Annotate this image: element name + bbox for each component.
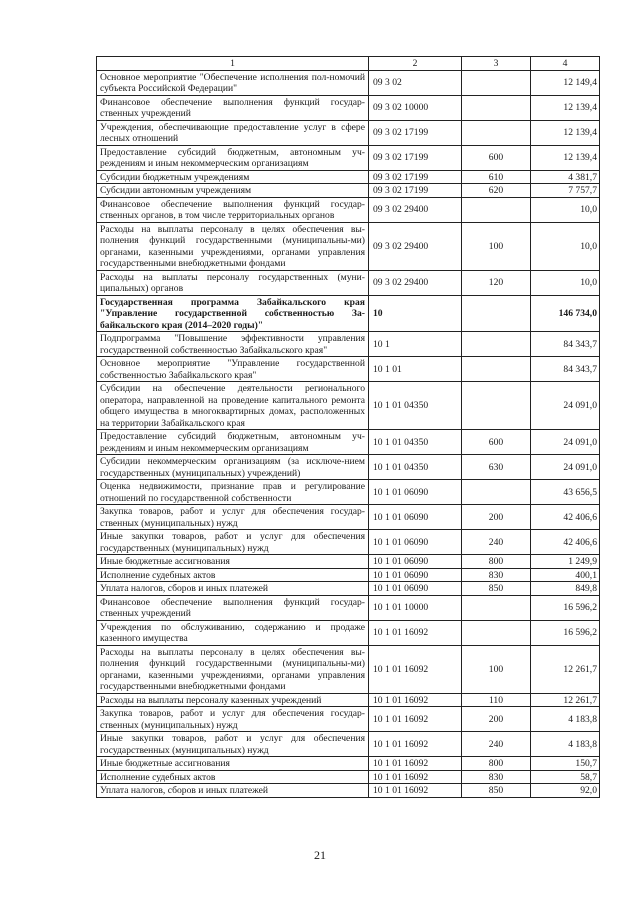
row-code: 10 1 01 04350	[369, 382, 462, 430]
row-amount: 10,0	[531, 197, 600, 222]
row-expense-type	[462, 620, 531, 645]
row-expense-type: 800	[462, 757, 531, 771]
row-code: 09 3 02 29400	[369, 222, 462, 270]
row-expense-type: 100	[462, 222, 531, 270]
row-name: Исполнение судебных актов	[97, 770, 369, 784]
row-code: 09 3 02	[369, 70, 462, 95]
table-row	[97, 568, 600, 582]
column-number-4: 4	[531, 57, 600, 71]
row-expense-type	[462, 295, 531, 332]
row-amount: 24 091,0	[531, 430, 600, 455]
row-code: 10 1 01 16092	[369, 770, 462, 784]
row-code: 10 1 01 06090	[369, 505, 462, 530]
row-code: 10 1 01 04350	[369, 455, 462, 480]
table-row	[97, 222, 600, 270]
table-row	[97, 732, 600, 757]
row-expense-type: 200	[462, 707, 531, 732]
row-name: Финансовое обеспечение выполнения функций государ-ственных учреждений	[97, 595, 369, 620]
row-code: 10	[369, 295, 462, 332]
row-amount: 4 183,8	[531, 732, 600, 757]
table-row	[97, 582, 600, 596]
budget-table-body	[97, 57, 600, 798]
row-name: Финансовое обеспечение выполнения функций государ-ственных учреждений	[97, 95, 369, 120]
row-code: 10 1 01 16092	[369, 757, 462, 771]
row-amount: 12 261,7	[531, 645, 600, 693]
row-code: 10 1 01 16092	[369, 732, 462, 757]
table-row	[97, 70, 600, 95]
row-code: 09 3 02 17199	[369, 145, 462, 170]
row-expense-type	[462, 332, 531, 357]
row-name: Расходы на выплаты персоналу в целях обеспечения вы-полнения функций государственными (муниципальны-ми) органами, казенными учреждениями, органами управления государственными внебюджетными фондами	[97, 222, 369, 270]
table-row	[97, 197, 600, 222]
row-expense-type: 830	[462, 568, 531, 582]
row-expense-type: 600	[462, 430, 531, 455]
row-amount: 1 249,9	[531, 555, 600, 569]
row-amount: 146 734,0	[531, 295, 600, 332]
row-name: Расходы на выплаты персоналу в целях обеспечения вы-полнения функций государственными (муниципальны-ми) органами, казенными учреждениями, органами управления государственными внебюджетными фондами	[97, 645, 369, 693]
table-row	[97, 430, 600, 455]
table-row	[97, 693, 600, 707]
row-name: Иные закупки товаров, работ и услуг для обеспечения государственных (муниципальных) нужд	[97, 530, 369, 555]
table-row	[97, 170, 600, 184]
row-expense-type	[462, 95, 531, 120]
table-row	[97, 95, 600, 120]
row-name: Субсидии бюджетным учреждениям	[97, 170, 369, 184]
row-amount: 42 406,6	[531, 530, 600, 555]
table-row	[97, 455, 600, 480]
row-code: 10 1 01 16092	[369, 707, 462, 732]
row-expense-type	[462, 382, 531, 430]
row-name: Субсидии на обеспечение деятельности регионального оператора, направленной на проведение капитального ремонта общего имущества в многоквартирных домах, расположенных на территории Забайкальского края	[97, 382, 369, 430]
row-name: Закупка товаров, работ и услуг для обеспечения государ-ственных (муниципальных) нужд	[97, 707, 369, 732]
row-code: 10 1 01 04350	[369, 430, 462, 455]
row-name: Уплата налогов, сборов и иных платежей	[97, 784, 369, 798]
row-expense-type	[462, 70, 531, 95]
row-code: 10 1 01 06090	[369, 582, 462, 596]
row-amount: 24 091,0	[531, 455, 600, 480]
row-name: Субсидии некоммерческим организациям (за исключе-нием государственных (муниципальных) учреждений)	[97, 455, 369, 480]
row-name: Субсидии автономным учреждениям	[97, 184, 369, 198]
row-expense-type: 120	[462, 270, 531, 295]
row-amount: 849,8	[531, 582, 600, 596]
row-expense-type: 850	[462, 582, 531, 596]
row-code: 10 1 01 16092	[369, 784, 462, 798]
row-expense-type: 800	[462, 555, 531, 569]
row-amount: 12 139,4	[531, 120, 600, 145]
row-expense-type	[462, 480, 531, 505]
row-name: Основное мероприятие "Обеспечение исполнения пол-номочий субъекта Российской Федерации"	[97, 70, 369, 95]
page-number: 21	[314, 848, 326, 862]
row-code: 10 1 01 06090	[369, 480, 462, 505]
row-code: 10 1 01 16092	[369, 693, 462, 707]
row-amount: 12 261,7	[531, 693, 600, 707]
row-name: Подпрограмма "Повышение эффективности управления государственной собственностью Забайкальского края"	[97, 332, 369, 357]
row-name: Расходы на выплаты персоналу государственных (муни-ципальных) органов	[97, 270, 369, 295]
row-amount: 16 596,2	[531, 620, 600, 645]
row-expense-type	[462, 197, 531, 222]
row-code: 10 1 01 16092	[369, 620, 462, 645]
row-code: 09 3 02 10000	[369, 95, 462, 120]
row-code: 10 1 01 16092	[369, 645, 462, 693]
row-name: Иные закупки товаров, работ и услуг для обеспечения государственных (муниципальных) нужд	[97, 732, 369, 757]
table-row	[97, 120, 600, 145]
row-name: Уплата налогов, сборов и иных платежей	[97, 582, 369, 596]
row-code: 09 3 02 29400	[369, 197, 462, 222]
row-name: Расходы на выплаты персоналу казенных учреждений	[97, 693, 369, 707]
column-number-3: 3	[462, 57, 531, 71]
row-code: 10 1 01	[369, 357, 462, 382]
row-expense-type: 830	[462, 770, 531, 784]
row-expense-type: 110	[462, 693, 531, 707]
table-row	[97, 382, 600, 430]
row-code: 09 3 02 17199	[369, 120, 462, 145]
row-name: Учреждения, обеспечивающие предоставление услуг в сфере лесных отношений	[97, 120, 369, 145]
row-code: 10 1 01 10000	[369, 595, 462, 620]
row-amount: 150,7	[531, 757, 600, 771]
row-code: 10 1 01 06090	[369, 568, 462, 582]
table-row	[97, 270, 600, 295]
row-amount: 400,1	[531, 568, 600, 582]
row-amount: 92,0	[531, 784, 600, 798]
row-code: 10 1	[369, 332, 462, 357]
table-row	[97, 645, 600, 693]
table-row	[97, 555, 600, 569]
row-amount: 4 183,8	[531, 707, 600, 732]
column-number-2: 2	[369, 57, 462, 71]
row-name: Исполнение судебных актов	[97, 568, 369, 582]
budget-table	[96, 56, 600, 798]
row-code: 10 1 01 06090	[369, 530, 462, 555]
row-amount: 12 149,4	[531, 70, 600, 95]
table-row	[97, 357, 600, 382]
table-row	[97, 620, 600, 645]
table-row	[97, 530, 600, 555]
row-code: 09 3 02 17199	[369, 184, 462, 198]
table-row	[97, 770, 600, 784]
table-row	[97, 595, 600, 620]
row-expense-type	[462, 120, 531, 145]
row-expense-type: 630	[462, 455, 531, 480]
row-amount: 10,0	[531, 270, 600, 295]
row-expense-type: 100	[462, 645, 531, 693]
row-expense-type: 850	[462, 784, 531, 798]
table-row	[97, 480, 600, 505]
table-row	[97, 757, 600, 771]
row-amount: 84 343,7	[531, 357, 600, 382]
row-name: Учреждения по обслуживанию, содержанию и продаже казенного имущества	[97, 620, 369, 645]
row-expense-type: 240	[462, 732, 531, 757]
row-name: Основное мероприятие "Управление государственной собственностью Забайкальского края"	[97, 357, 369, 382]
column-number-row	[97, 57, 600, 71]
table-row	[97, 332, 600, 357]
row-amount: 58,7	[531, 770, 600, 784]
row-expense-type: 200	[462, 505, 531, 530]
row-name: Государственная программа Забайкальского края "Управление государственной собственностью За-байкальского края (2014–2020 годы)"	[97, 295, 369, 332]
row-amount: 12 139,4	[531, 145, 600, 170]
row-code: 09 3 02 29400	[369, 270, 462, 295]
row-expense-type: 240	[462, 530, 531, 555]
table-row	[97, 184, 600, 198]
row-amount: 12 139,4	[531, 95, 600, 120]
row-expense-type	[462, 357, 531, 382]
row-amount: 10,0	[531, 222, 600, 270]
column-number-1: 1	[97, 57, 369, 71]
row-expense-type: 620	[462, 184, 531, 198]
table-row	[97, 505, 600, 530]
row-expense-type: 610	[462, 170, 531, 184]
row-code: 10 1 01 06090	[369, 555, 462, 569]
row-name: Иные бюджетные ассигнования	[97, 555, 369, 569]
row-amount: 42 406,6	[531, 505, 600, 530]
row-name: Иные бюджетные ассигнования	[97, 757, 369, 771]
row-amount: 7 757,7	[531, 184, 600, 198]
row-code: 09 3 02 17199	[369, 170, 462, 184]
table-row	[97, 145, 600, 170]
row-amount: 4 381,7	[531, 170, 600, 184]
row-name: Предоставление субсидий бюджетным, автономным уч-реждениям и иным некоммерческим организациям	[97, 145, 369, 170]
row-expense-type	[462, 595, 531, 620]
row-name: Закупка товаров, работ и услуг для обеспечения государ-ственных (муниципальных) нужд	[97, 505, 369, 530]
table-row	[97, 295, 600, 332]
table-row	[97, 707, 600, 732]
row-name: Финансовое обеспечение выполнения функций государ-ственных органов, в том числе территориальных органов	[97, 197, 369, 222]
row-name: Предоставление субсидий бюджетным, автономным уч-реждениям и иным некоммерческим организациям	[97, 430, 369, 455]
row-amount: 84 343,7	[531, 332, 600, 357]
row-expense-type: 600	[462, 145, 531, 170]
table-row	[97, 784, 600, 798]
row-name: Оценка недвижимости, признание прав и регулирование отношений по государственной собственности	[97, 480, 369, 505]
row-amount: 24 091,0	[531, 382, 600, 430]
row-amount: 43 656,5	[531, 480, 600, 505]
row-amount: 16 596,2	[531, 595, 600, 620]
